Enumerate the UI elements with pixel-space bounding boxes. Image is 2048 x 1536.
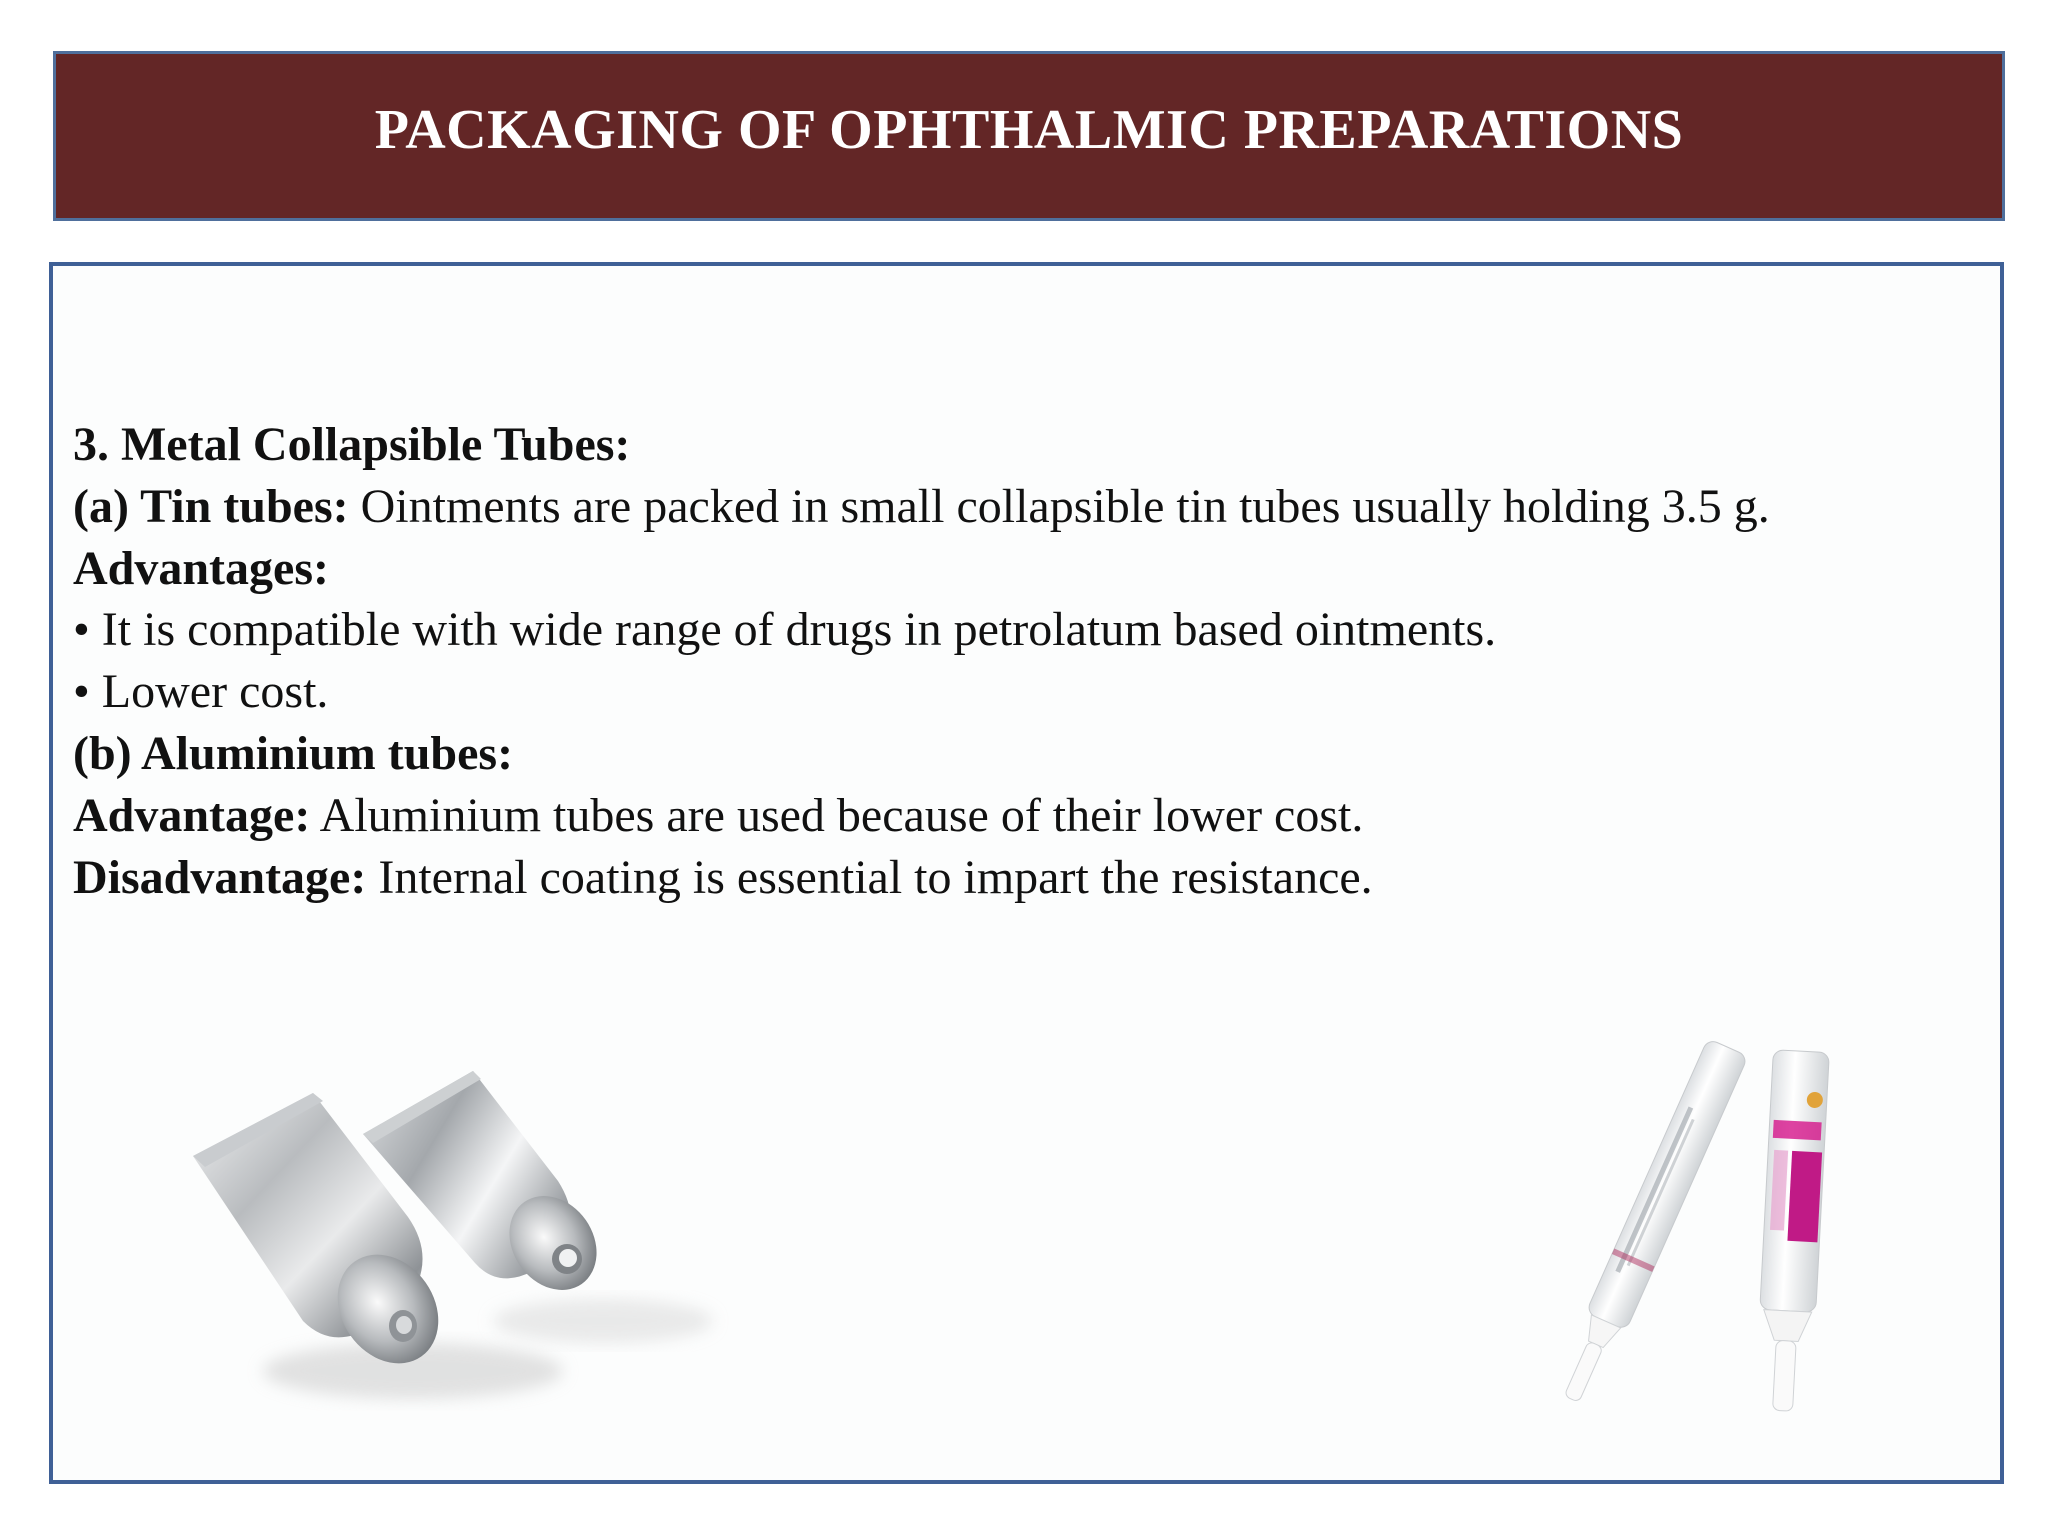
tin-tubes-label: (a) Tin tubes: [73, 479, 349, 533]
slide-title: PACKAGING OF OPHTHALMIC PREPARATIONS [374, 99, 1684, 161]
body-text [73, 414, 1973, 904]
tin-tubes-line [73, 476, 1973, 538]
advantage-label: Advantage: [73, 788, 311, 842]
title-banner [53, 51, 2005, 221]
disadvantage-text: Internal coating is essential to impart the resistance. [366, 850, 1373, 904]
aluminium-tubes-image [1493, 1011, 1933, 1431]
advantage-line [73, 785, 1973, 847]
bullet-item: • Lower cost. [73, 665, 329, 719]
advantages-label: Advantages: [73, 541, 330, 595]
section-heading: 3. Metal Collapsible Tubes: [73, 418, 631, 471]
advantage-text: Aluminium tubes are used because of their lower cost. [310, 788, 1364, 842]
metal-tubes-image [163, 1021, 723, 1441]
bullet-item: • It is compatible with wide range of drugs in petrolatum based ointments. [73, 603, 1497, 657]
tin-tubes-text: Ointments are packed in small collapsible tin tubes usually holding 3.5 g. [348, 479, 1770, 533]
disadvantage-label: Disadvantage: [73, 850, 367, 904]
content-panel [49, 262, 2004, 1484]
disadvantage-line [73, 847, 1973, 909]
aluminium-tubes-label: (b) Aluminium tubes: [73, 726, 514, 780]
